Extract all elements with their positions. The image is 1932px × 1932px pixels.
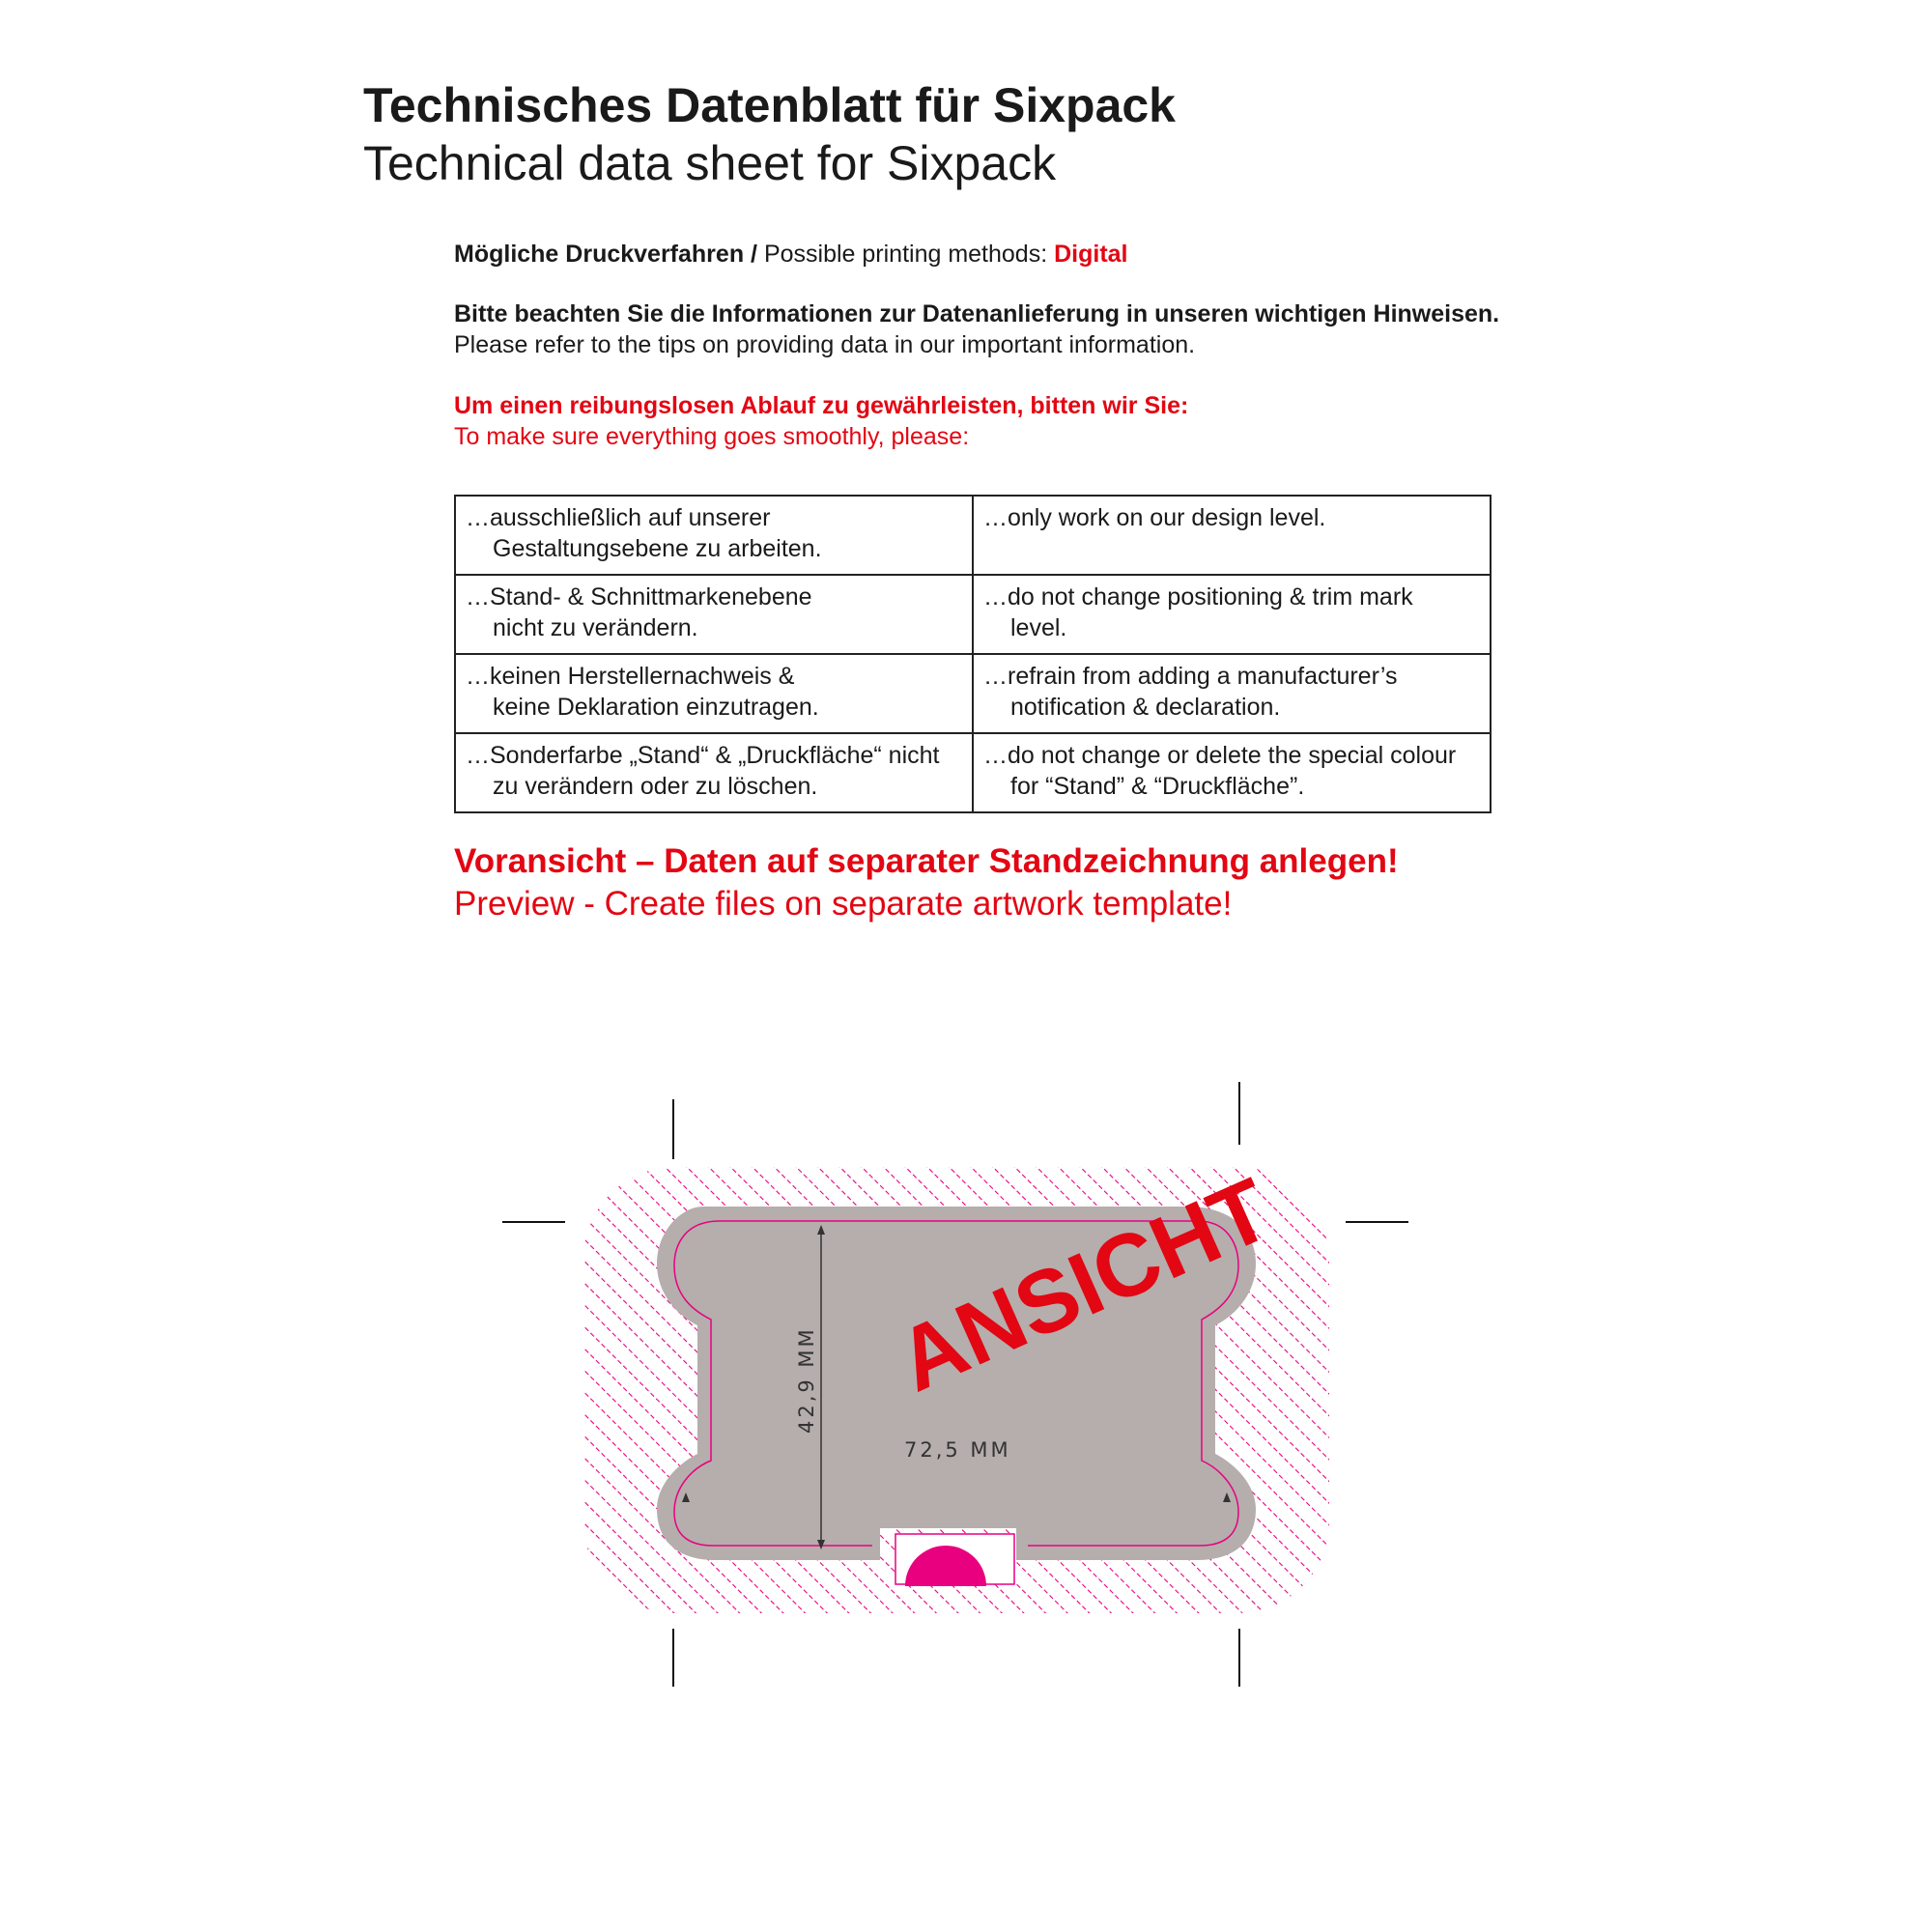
rule-line: …only work on our design level.	[983, 504, 1326, 531]
rule-line: …refrain from adding a manufacturer’s	[983, 663, 1398, 690]
rule-line: …Sonderfarbe „Stand“ & „Druckfläche“ nicht	[466, 742, 940, 769]
printing-method-value: Digital	[1054, 241, 1128, 268]
request-text-en: To make sure everything goes smoothly, please:	[454, 423, 970, 450]
height-dimension-label: 42,9 MM	[795, 1326, 818, 1434]
request-text-de: Um einen reibungslosen Ablauf zu gewährleisten, bitten wir Sie:	[454, 392, 1189, 419]
rule-line: …ausschließlich auf unserer	[466, 504, 771, 531]
preview-heading-en: Preview - Create files on separate artwork template!	[454, 885, 1233, 923]
page-subtitle: Technical data sheet for Sixpack	[363, 136, 1057, 190]
rule-line: …do not change positioning & trim mark	[983, 583, 1413, 611]
ansicht-stamp: ANSICHT	[883, 1159, 1285, 1411]
rule-line: nicht zu verändern.	[493, 614, 698, 641]
rule-line: …Stand- & Schnittmarkenebene	[466, 583, 812, 611]
preview-heading-de: Voransicht – Daten auf separater Standzeichnung anlegen!	[454, 842, 1399, 880]
page-title: Technisches Datenblatt für Sixpack	[363, 78, 1176, 132]
info-text-de: Bitte beachten Sie die Informationen zur Datenanlieferung in unseren wichtigen Hinweisen.	[454, 300, 1500, 327]
rule-line: level.	[1010, 614, 1067, 641]
rule-line: notification & declaration.	[1010, 694, 1281, 721]
info-text-en: Please refer to the tips on providing data in our important information.	[454, 331, 1196, 358]
rule-line: …do not change or delete the special colour	[983, 742, 1457, 769]
rule-line: …keinen Herstellernachweis &	[466, 663, 795, 690]
rule-line: for “Stand” & “Druckfläche”.	[1010, 773, 1305, 800]
rule-line: Gestaltungsebene zu arbeiten.	[493, 535, 822, 562]
printing-label-en: Possible printing methods:	[763, 241, 1048, 268]
rule-line: zu verändern oder zu löschen.	[493, 773, 818, 800]
printing-label-de: Mögliche Druckverfahren /	[454, 241, 757, 268]
rule-line: keine Deklaration einzutragen.	[493, 694, 819, 721]
width-dimension-label: 72,5 MM	[904, 1438, 1011, 1462]
